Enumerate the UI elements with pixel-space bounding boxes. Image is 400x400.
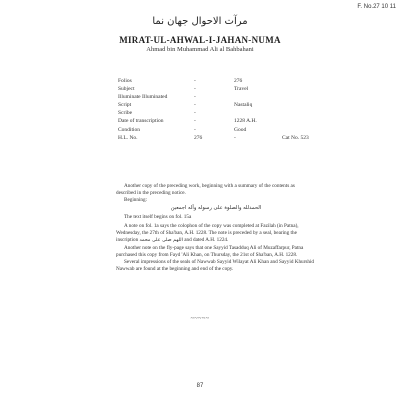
meta-label: Folios xyxy=(118,78,132,84)
meta-colon: - xyxy=(194,126,196,133)
meta-label: Condition xyxy=(118,126,141,133)
meta-extra xyxy=(282,117,368,125)
meta-colon: 276 xyxy=(194,134,203,141)
meta-value xyxy=(234,109,282,117)
metadata-table xyxy=(118,77,368,142)
meta-extra xyxy=(282,109,368,117)
meta-label: Date of transcription xyxy=(118,118,164,125)
meta-colon: - xyxy=(194,110,196,117)
meta-value: 276 xyxy=(234,78,243,84)
end-ornament: ~~~~~ xyxy=(190,316,210,322)
seal-inscription-arabic: اللهم صلی علی محمد xyxy=(139,238,183,244)
title-arabic: مرآت الاحوال جهان نما xyxy=(152,16,248,27)
meta-label: Illuminate Illuminated xyxy=(118,94,168,101)
meta-extra xyxy=(282,77,368,85)
meta-row xyxy=(118,109,368,117)
note-paragraph: Another note on the fly-page says that one Sayyid Tasadduq Ali of Muzaffarpur, Patna purchased this copy from Fayd 'Ali Khan, on Thursday, the 21st of Sha'ban, A.H. 1228. xyxy=(116,244,304,258)
meta-value: 1228 A.H. xyxy=(234,118,257,125)
meta-value: Travel xyxy=(234,86,249,93)
meta-row xyxy=(118,77,368,85)
byline: Ahmad bin Muhammad Ali al Bahbahani xyxy=(146,46,254,53)
note-paragraph xyxy=(116,223,316,245)
meta-label: Scribe xyxy=(118,110,133,117)
page-number: 87 xyxy=(196,383,204,389)
meta-label: Script xyxy=(118,102,132,109)
catalogue-body xyxy=(116,183,316,273)
meta-colon: - xyxy=(194,118,196,125)
meta-value: Nastaliq xyxy=(234,102,253,109)
meta-colon: - xyxy=(194,102,196,109)
meta-colon: - xyxy=(194,78,196,84)
page-id: F. No.27 10 11 xyxy=(357,4,396,10)
meta-extra: Cat No. 523 xyxy=(282,134,309,141)
meta-extra xyxy=(282,126,368,134)
meta-row xyxy=(118,101,368,109)
note-paragraph: Several impressions of the seals of Nawwab Sayyid Wilayat Ali Khan and Sayyid Khurshid Nawwab are found at the beginning and end of the copy. xyxy=(116,259,315,273)
text-begins-line: The text itself begins on fol. 15a xyxy=(124,213,192,220)
meta-row xyxy=(118,126,368,134)
meta-colon: - xyxy=(194,94,196,101)
meta-extra xyxy=(282,85,368,93)
title-latin: MIRAT-UL-AHWAL-I-JAHAN-NUMA xyxy=(119,35,281,45)
meta-extra xyxy=(282,93,368,101)
meta-row xyxy=(118,85,368,93)
beginning-label: Beginning: xyxy=(124,197,148,204)
meta-row xyxy=(118,93,368,101)
meta-value: Good xyxy=(234,126,247,133)
meta-label: Subject xyxy=(118,86,135,93)
meta-value xyxy=(234,93,282,101)
meta-row xyxy=(118,117,368,125)
meta-colon: - xyxy=(194,86,196,93)
meta-label: H.L. No. xyxy=(118,134,138,141)
intro-paragraph: Another copy of the preceding work, beginning with a summary of the contents as described in the preceding notice. xyxy=(116,183,295,197)
meta-value: - xyxy=(234,134,236,141)
note-text: A note on fol. 1a says the colophon of the copy was completed at Fazilah (in Patna), Wednesday, the 27th of Sha'ban, A.H. 1228. The note is preceded by a seal, bearing the inscription xyxy=(116,223,299,244)
meta-row xyxy=(118,134,368,142)
meta-extra xyxy=(282,101,368,109)
note-text: and dated A.H. 1224. xyxy=(184,237,229,244)
beginning-arabic: الحمدلله والصلوة على رسوله وآله اجمعین xyxy=(170,204,262,211)
